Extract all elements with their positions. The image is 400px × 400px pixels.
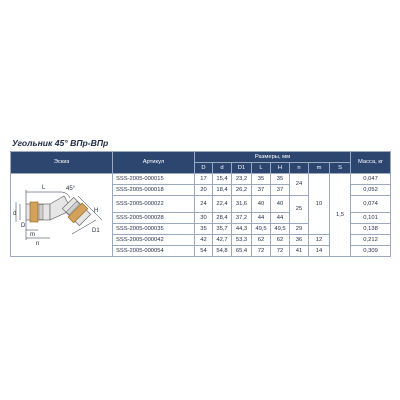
cell-D1: 23,2 (232, 174, 252, 185)
header-col-m: m (309, 163, 330, 174)
cell-D1: 31,6 (232, 196, 252, 213)
cell-mass: 0,212 (351, 235, 391, 246)
cell-H: 72 (271, 246, 290, 257)
header-col-L: L (252, 163, 271, 174)
cell-D: 17 (195, 174, 213, 185)
cell-L: 62 (252, 235, 271, 246)
cell-mass: 0,074 (351, 196, 391, 213)
cell-L: 72 (252, 246, 271, 257)
cell-n: 29 (290, 224, 309, 235)
cell-D1: 53,3 (232, 235, 252, 246)
cell-D1: 44,3 (232, 224, 252, 235)
cell-D1: 26,2 (232, 185, 252, 196)
header-sketch: Эскиз (11, 152, 113, 174)
cell-S: 1,5 (330, 174, 351, 257)
cell-mass: 0,309 (351, 246, 391, 257)
page-title: Угольник 45° ВПр-ВПр (12, 138, 109, 148)
label-angle: 45° (65, 186, 75, 192)
table-row (11, 174, 391, 185)
cell-article: SSS-2005-000042 (113, 235, 195, 246)
header-mass: Масса, кг (351, 152, 391, 174)
cell-H: 35 (271, 174, 290, 185)
cell-H: 40 (271, 196, 290, 213)
cell-H: 44 (271, 213, 290, 224)
label-L: L (41, 185, 45, 191)
cell-mass: 0,138 (351, 224, 391, 235)
cell-d: 22,4 (213, 196, 232, 213)
label-D: D (20, 223, 25, 229)
header-col-d: d (213, 163, 232, 174)
cell-L: 35 (252, 174, 271, 185)
cell-d: 54,8 (213, 246, 232, 257)
cell-L: 49,5 (252, 224, 271, 235)
cell-d: 18,4 (213, 185, 232, 196)
header-col-S: S (330, 163, 351, 174)
cell-article: SSS-2005-000054 (113, 246, 195, 257)
cell-L: 37 (252, 185, 271, 196)
cell-D: 20 (195, 185, 213, 196)
label-m: m (29, 232, 35, 238)
label-D1: D1 (91, 228, 100, 234)
cell-article: SSS-2005-000028 (113, 213, 195, 224)
elbow-sketch-diagram (12, 174, 112, 252)
header-article: Артикул (113, 152, 195, 174)
cell-mass: 0,101 (351, 213, 391, 224)
cell-m: 14 (309, 246, 330, 257)
cell-D: 54 (195, 246, 213, 257)
cell-article: SSS-2005-000022 (113, 196, 195, 213)
header-col-n: n (290, 163, 309, 174)
label-H: H (93, 208, 98, 214)
cell-H: 62 (271, 235, 290, 246)
cell-d: 28,4 (213, 213, 232, 224)
cell-D: 35 (195, 224, 213, 235)
cell-L: 44 (252, 213, 271, 224)
cell-d: 35,7 (213, 224, 232, 235)
header-col-D1: D1 (232, 163, 252, 174)
cell-article: SSS-2005-000018 (113, 185, 195, 196)
cell-d: 15,4 (213, 174, 232, 185)
header-col-H: H (271, 163, 290, 174)
cell-n: 25 (290, 196, 309, 224)
sketch-cell (11, 174, 113, 257)
cell-n: 36 (290, 235, 309, 246)
cell-D1: 37,2 (232, 213, 252, 224)
cell-d: 42,7 (213, 235, 232, 246)
cell-n: 41 (290, 246, 309, 257)
label-d: d (12, 211, 16, 217)
header-dimensions: Размеры, мм (195, 152, 351, 163)
specification-table (10, 151, 391, 257)
label-n: n (35, 241, 39, 247)
cell-D: 42 (195, 235, 213, 246)
cell-article: SSS-2005-000035 (113, 224, 195, 235)
header-col-D: D (195, 163, 213, 174)
cell-article: SSS-2005-000015 (113, 174, 195, 185)
cell-D: 24 (195, 196, 213, 213)
cell-m: 10 (309, 174, 330, 235)
elbow-fitting-shape (26, 196, 92, 227)
cell-H: 49,5 (271, 224, 290, 235)
cell-D: 30 (195, 213, 213, 224)
cell-n: 24 (290, 174, 309, 196)
cell-D1: 65,4 (232, 246, 252, 257)
cell-mass: 0,047 (351, 174, 391, 185)
cell-L: 40 (252, 196, 271, 213)
cell-H: 37 (271, 185, 290, 196)
cell-mass: 0,052 (351, 185, 391, 196)
cell-m: 12 (309, 235, 330, 246)
